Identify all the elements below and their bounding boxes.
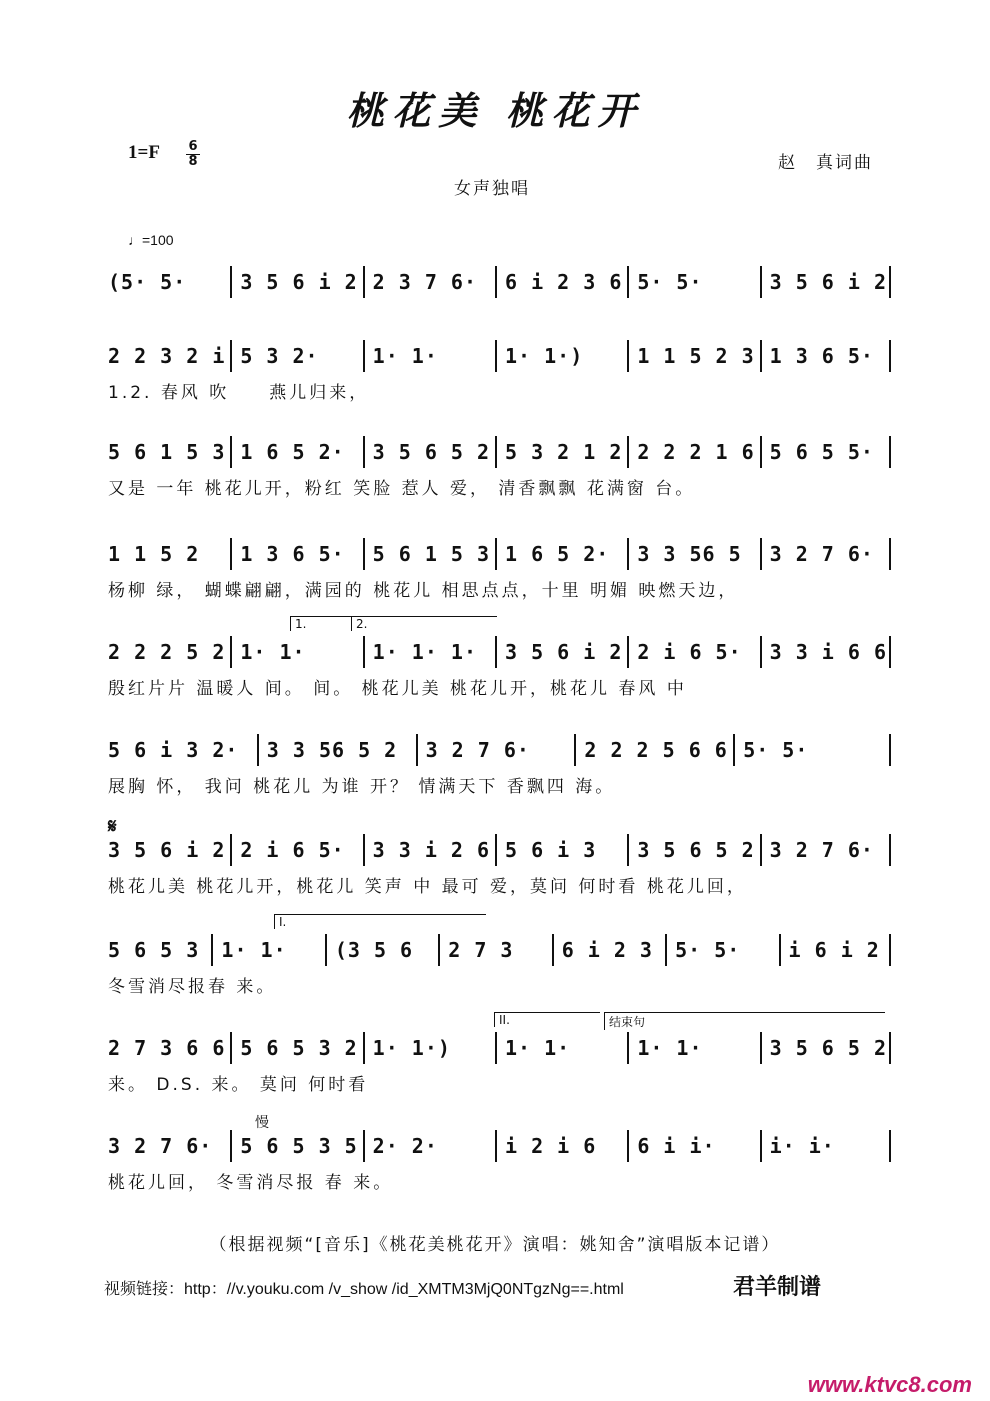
lyrics-line: 来。 D.S. 来。 莫问 何时看: [108, 1075, 369, 1095]
measure: 6 i 2 3: [552, 934, 665, 966]
measure: 2 7 3 6 6: [108, 1036, 226, 1060]
measure: 5 3 2·: [230, 340, 362, 372]
measure: 3 5 6 5 2: [760, 1032, 892, 1064]
barline-end: [889, 636, 894, 668]
barline-end: [889, 1032, 894, 1064]
key-signature: 1=F: [128, 142, 160, 163]
lyrics-line: 展胸 怀， 我问 桃花儿 为谁 开？ 情满天下 香飘四 海。: [108, 777, 616, 797]
measure: 3 5 6 5 2: [627, 834, 759, 866]
barline-end: [889, 266, 894, 298]
measure: 5 6 1 5 3: [108, 440, 226, 464]
measure: 1· 1·: [230, 636, 362, 668]
measure: 5· 5·: [733, 734, 892, 766]
measure: i 6 i 2: [779, 934, 892, 966]
measure: 3 3 i 2 6: [363, 834, 495, 866]
measure: 1 6 5 2·: [495, 538, 627, 570]
measure: 2 3 7 6·: [363, 266, 495, 298]
measure: 3 5 6 i 2: [760, 266, 892, 298]
measure: 5· 5·: [665, 934, 778, 966]
measure: 3 2 7 6·: [108, 1134, 213, 1158]
lyrics-line: 又是 一年 桃花儿开，粉红 笑脸 惹人 爱， 清香飘飘 花满窗 台。: [108, 479, 696, 499]
measure: 5 6 5 3: [108, 938, 200, 962]
measure: 1 3 6 5·: [230, 538, 362, 570]
notes-line: [108, 734, 892, 764]
video-link[interactable]: 视频链接：http：//v.youku.com /v_show /id_XMTM3MjQ0NTgzNg==.html: [104, 1281, 624, 1298]
measure: 1 1 5 2: [108, 542, 200, 566]
measure: 1· 1·: [363, 340, 495, 372]
source-note: （根据视频“[音乐]《桃花美桃花开》演唱：姚知舍”演唱版本记谱）: [209, 1235, 781, 1255]
site-watermark: www.ktvc8.com: [807, 1372, 972, 1397]
measure: 2 2 3 2 i: [108, 344, 226, 368]
measure: 3 3 i 6 6: [760, 636, 892, 668]
measure: 1 6 5 2·: [230, 436, 362, 468]
meter-top: 6: [186, 140, 200, 155]
tempo-marking: ♩=100: [128, 232, 174, 248]
notes-line: [108, 1032, 892, 1062]
measure: 2 2 2 5 6 6: [574, 734, 733, 766]
ending-ii-bracket: II.: [494, 1012, 600, 1027]
measure: 1· 1·: [495, 1032, 627, 1064]
measure: 2 2 2 5 2: [108, 640, 226, 664]
measure: (5· 5·: [108, 270, 187, 294]
measure: 5 6 5 3 5: [230, 1130, 362, 1162]
notes-line: [108, 266, 892, 296]
notes-line: [108, 834, 892, 864]
voice-type: 女声独唱: [454, 179, 530, 199]
measure: 2 7 3: [438, 934, 551, 966]
coda-bracket: 结束句: [604, 1012, 885, 1030]
ending-2-bracket: 2.: [351, 616, 497, 631]
measure: 6 i 2 3 6: [495, 266, 627, 298]
author-credit: 赵 真词曲: [778, 153, 873, 173]
barline-end: [889, 1130, 894, 1162]
notes-line: [108, 1130, 892, 1160]
measure: 2 i 6 5·: [230, 834, 362, 866]
measure: i 2 i 6: [495, 1130, 627, 1162]
notes-line: [108, 636, 892, 666]
measure: 1· 1· 1·: [363, 636, 495, 668]
notes-line: [108, 538, 892, 568]
lyrics-line: 1.2. 春风 吹 燕儿归来，: [108, 383, 370, 403]
segno-mark: 𝄋: [108, 814, 117, 838]
measure: 3 3 56 5: [627, 538, 759, 570]
measure: i· i·: [760, 1130, 892, 1162]
lyrics-line: 桃花儿美 桃花儿开，桃花儿 笑声 中 最可 爱，莫问 何时看 桃花儿回，: [108, 877, 747, 897]
barline-end: [889, 734, 894, 766]
measure: 5 6 i 3: [495, 834, 627, 866]
measure: 2· 2·: [363, 1130, 495, 1162]
measure: 1· 1·: [211, 934, 324, 966]
measure: 5 6 5 5·: [760, 436, 892, 468]
notes-line: [108, 436, 892, 466]
measure: 1 1 5 2 3: [627, 340, 759, 372]
measure: 1· 1·: [627, 1032, 759, 1064]
measure: 6 i i·: [627, 1130, 759, 1162]
measure: (3 5 6: [325, 934, 438, 966]
measure: 1 3 6 5·: [760, 340, 892, 372]
lyrics-line: 杨柳 绿， 蝴蝶翩翩，满园的 桃花儿 相思点点，十里 明媚 映燃天边，: [108, 581, 739, 601]
lyrics-line: 桃花儿回， 冬雪消尽报 春 来。: [108, 1173, 394, 1193]
measure: 2 i 6 5·: [627, 636, 759, 668]
ending-1-bracket: 1.: [290, 616, 356, 631]
measure: 5 3 2 1 2: [495, 436, 627, 468]
measure: 3 2 7 6·: [760, 834, 892, 866]
lyrics-line: 殷红片片 温暖人 间。 间。 桃花儿美 桃花儿开，桃花儿 春风 中: [108, 679, 687, 699]
measure: 5 6 1 5 3: [363, 538, 495, 570]
measure: 1· 1·): [495, 340, 627, 372]
measure: 5· 5·: [627, 266, 759, 298]
score-credit: 君羊制谱: [733, 1274, 822, 1300]
measure: 2 2 2 1 6: [627, 436, 759, 468]
measure: 1· 1·): [363, 1032, 495, 1064]
measure: 5 6 5 3 2: [230, 1032, 362, 1064]
barline-end: [889, 436, 894, 468]
slow-marking: 慢: [255, 1115, 269, 1131]
measure: 5 6 i 3 2·: [108, 738, 239, 762]
notes-line: [108, 934, 892, 964]
time-signature: [186, 140, 200, 169]
measure: 3 5 6 i 2: [230, 266, 362, 298]
lyrics-line: 冬雪消尽报春 来。: [108, 977, 277, 997]
notes-line: [108, 340, 892, 370]
measure: 3 5 6 i 2: [495, 636, 627, 668]
barline-end: [889, 834, 894, 866]
barline-end: [889, 934, 894, 966]
ending-i-bracket: I.: [274, 914, 486, 929]
measure: 3 2 7 6·: [760, 538, 892, 570]
measure: 3 3 56 5 2: [257, 734, 416, 766]
measure: 3 5 6 5 2: [363, 436, 495, 468]
meter-bottom: 8: [188, 154, 198, 169]
measure: 3 2 7 6·: [416, 734, 575, 766]
barline-end: [889, 340, 894, 372]
barline-end: [889, 538, 894, 570]
song-title: 桃花美 桃花开: [346, 88, 644, 133]
measure: 3 5 6 i 2: [108, 838, 226, 862]
